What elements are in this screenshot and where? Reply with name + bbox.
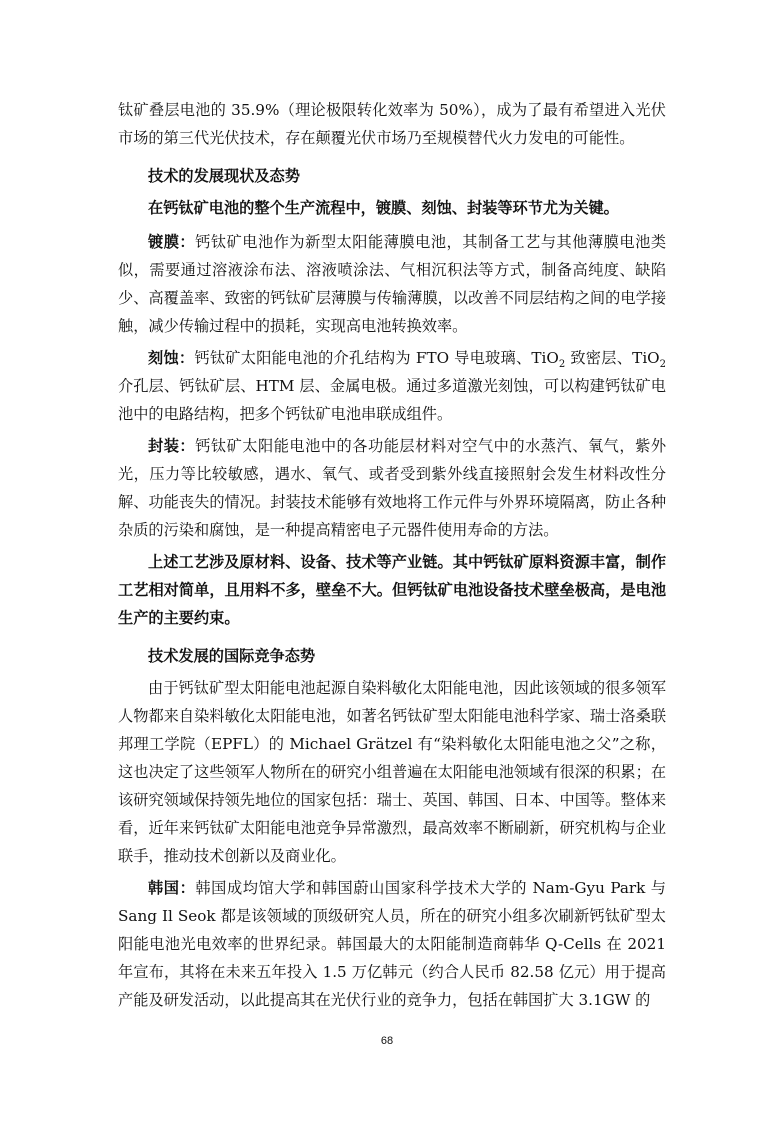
international-paragraph: 由于钙钛矿型太阳能电池起源自染料敏化太阳能电池，因此该领域的很多领军人物都来自染料敏化太阳能电池，如著名钙钛矿型太阳能电池科学家、瑞士洛桑联邦理工学院（EPFL）的 Michael Grätzel 有“染料敏化太阳能电池之父”之称，这也决定了这些领军人物所在的研究小组普遍在太阳能电池领域有很深的积累；在该研究领域保持领先地位的国家包括：瑞士、英国、韩国、日本、中国等。整体来看，近年来钙钛矿太阳能电池竞争异常激烈，最高效率不断刷新，研究机构与企业联手，推动技术创新以及商业化。 <box>118 679 666 865</box>
coating-text: 钙钛矿电池作为新型太阳能薄膜电池，其制备工艺与其他薄膜电池类似，需要通过溶液涂布法、溶液喷涂法、气相沉积法等方式，制备高纯度、缺陷少、高覆盖率、致密的钙钛矿层薄膜与传输薄膜，以改善不同层结构之间的电学接触，减少传输过程中的损耗，实现高电池转换效率。 <box>118 233 667 335</box>
etching-paragraph <box>118 344 666 428</box>
coating-paragraph <box>118 228 666 340</box>
coating-term: 镀膜： <box>148 233 196 251</box>
packaging-term: 封装： <box>148 437 196 455</box>
packaging-paragraph <box>118 432 666 544</box>
etching-subscript-a: 2 <box>558 359 566 371</box>
etching-text-b: 致密层、TiO <box>565 349 660 367</box>
section-heading-development: 技术的发展现状及态势 <box>148 167 300 185</box>
etching-term: 刻蚀： <box>148 349 195 367</box>
korea-text: 韩国成均馆大学和韩国蔚山国家科学技术大学的 Nam-Gyu Park 与 Sang Il Seok 都是该领域的顶级研究人员，所在的研究小组多次刷新钙钛矿型太阳能电池光电效率的世界纪录。韩国最大的太阳能制造商韩华 Q-Cells 在 2021 年宣布，其将在未来五年投入 1.5 万亿韩元（约合人民币 82.58 亿元）用于提高产能及研发活动，以此提高其在光伏行业的竞争力，包括在韩国扩大 3.1GW 的 <box>118 879 666 1009</box>
intro-paragraph: 钛矿叠层电池的 35.9%（理论极限转化效率为 50%），成为了最有希望进入光伏市场的第三代光伏技术，存在颠覆光伏市场乃至规模替代火力发电的可能性。 <box>118 101 666 147</box>
korea-term: 韩国： <box>148 879 196 897</box>
etching-subscript-b: 2 <box>659 359 666 371</box>
packaging-text: 钙钛矿太阳能电池中的各功能层材料对空气中的水蒸汽、氧气，紫外光，压力等比较敏感，遇水、氧气、或者受到紫外线直接照射会发生材料改性分解、功能丧失的情况。封装技术能够有效地将工作元件与外界环境隔离，防止各种杂质的污染和腐蚀，是一种提高精密电子元器件使用寿命的方法。 <box>118 437 667 539</box>
etching-text-a: 钙钛矿太阳能电池的介孔结构为 FTO 导电玻璃、TiO <box>194 349 559 367</box>
industry-chain-summary: 上述工艺涉及原材料、设备、技术等产业链。其中钙钛矿原料资源丰富，制作工艺相对简单，且用料不多，壁垒不大。但钙钛矿电池设备技术壁垒极高，是电池生产的主要约束。 <box>118 553 666 627</box>
key-point-statement: 在钙钛矿电池的整个生产流程中，镀膜、刻蚀、封装等环节尤为关键。 <box>148 199 619 217</box>
page-number: 68 <box>380 1035 394 1047</box>
etching-text-c: 介孔层、钙钛矿层、HTM 层、金属电极。通过多道激光刻蚀，可以构建钙钛矿电池中的电路结构，把多个钙钛矿电池串联成组件。 <box>118 377 666 423</box>
document-body <box>118 96 666 1014</box>
korea-paragraph <box>118 874 666 1014</box>
section-heading-international: 技术发展的国际竞争态势 <box>148 647 316 665</box>
